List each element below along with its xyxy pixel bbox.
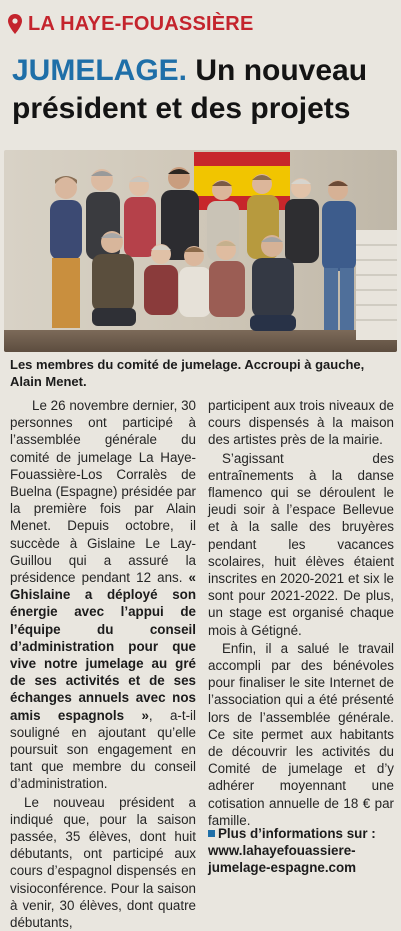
article-paragraph <box>208 640 394 829</box>
article-paragraph <box>10 794 196 931</box>
paragraph-text: participent aux trois niveaux de cours dispensés à la maison des artistes près de la mairie. <box>208 398 394 448</box>
website-link[interactable]: www.lahayefouassiere-jumelage-espagne.com <box>208 843 357 876</box>
paragraph-text: Le nouveau président a indiqué que, pour la saison passée, 35 élèves, dont huit débutants, ont participé aux cours d’espagnol dispensés en visioconférence. Pour la saison à venir, 30 élèves, dont quatre débutants, <box>10 794 196 931</box>
article-paragraph <box>10 397 196 793</box>
headline-lead: JUMELAGE. <box>12 54 188 87</box>
paragraph-text: Enfin, il a salué le travail accompli par des bénévoles pour finaliser le site Internet de l’association qui a été présenté lors de l’assemblée générale. Ce site permet aux habitants de découvrir les activités du Comité de jumelage et d’y adhérer moyennant une cotisation annuelle de 18 € par famille. <box>208 640 394 828</box>
paragraph-text: S’agissant des entraînements à la danse flamenco qui se déroulent le jeudi soir à l’espace Bellevue et à la salle des bruyères pendant les vacances scolaires, huit élèves étaient inscrites en 2020-2021 et six le sont pour 2021-2022. De plus, un stage est organisé chaque mois à Gétigné. <box>208 450 394 638</box>
quote-text: « Ghislaine a déployé son énergie avec l’appui de l’équipe du conseil d’administration pour que vive notre jumelage au gré de ses activités et de ses échanges annuels avec nos amis espagnols » <box>10 570 196 723</box>
article-column-1 <box>10 397 196 931</box>
article-paragraph <box>208 397 394 449</box>
photo-caption: Les membres du comité de jumelage. Accroupi à gauche, Alain Menet. <box>10 357 365 389</box>
article-headline <box>12 52 397 128</box>
group-photo-image <box>4 150 397 352</box>
article-column-2 <box>208 397 394 829</box>
more-info-label: Plus d’informations sur : <box>218 826 376 841</box>
article-paragraph <box>208 450 394 639</box>
paragraph-text: Le 26 novembre dernier, 30 personnes ont participé à l’assemblée générale du comité de jumelage La Haye-Fouassière-Los Corralès de Buelna (Espagne) présidée par la première fois par Alain Menet. Depuis octobre, il succède à Gislaine Le Lay-Guillou qui a assuré la présidence pendant 12 ans. <box>10 398 196 586</box>
more-info-block <box>208 825 394 877</box>
map-pin-icon <box>8 14 22 34</box>
location-label: LA HAYE-FOUASSIÈRE <box>28 12 254 35</box>
paragraph-text: , a-t-il souligné en ajoutant qu’elle poursuit son engagement en tant que membre du conseil d’administration. <box>10 707 196 792</box>
group-photo <box>4 150 397 352</box>
square-bullet-icon <box>208 830 215 837</box>
section-kicker <box>8 10 254 38</box>
headline-title: Un nouveau président et des projets <box>12 54 368 125</box>
